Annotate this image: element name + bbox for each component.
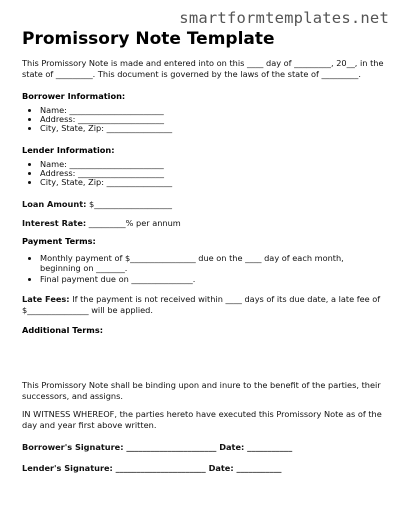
binding-paragraph: This Promissory Note shall be binding upon and inure to the benefit of the parties, their successors, and assigns. xyxy=(22,380,381,401)
borrower-name-field: • Name: _______________________ xyxy=(40,106,384,115)
additional-terms-line: _________________________________________________ xyxy=(22,343,223,352)
lender-section xyxy=(22,145,384,187)
late-fees-paragraph xyxy=(22,294,384,315)
intro-paragraph: This Promissory Note is made and entered into on this ____ day of _________, 20__, in the state of _________. This document is governed by the laws of the state of _________. xyxy=(22,58,384,79)
promissory-note-document xyxy=(22,28,384,473)
lender-heading: Lender Information: xyxy=(22,145,115,156)
monthly-payment-item: • Monthly payment of $________________ due on the ____ day of each month, beginning on _______. xyxy=(40,253,384,274)
late-fees-text: If the payment is not received within ____ days of its due date, a late fee of $_______________ will be applied. xyxy=(22,294,381,315)
payment-terms-section xyxy=(22,236,384,284)
interest-rate-label: Interest Rate: xyxy=(22,217,87,228)
document-title: Promissory Note Template xyxy=(22,29,275,49)
additional-terms-lines xyxy=(22,344,384,369)
lender-signature-line: Lender's Signature: ______________________ Date: ___________ xyxy=(22,462,282,473)
loan-amount-line xyxy=(22,199,384,210)
final-payment-item: • Final payment due on _______________. xyxy=(40,274,384,285)
lender-fields-list xyxy=(22,160,384,188)
additional-terms-section xyxy=(22,325,384,368)
lender-address-field: • Address: _____________________ xyxy=(40,169,384,178)
site-watermark: smartformtemplates.net xyxy=(179,9,389,27)
witness-paragraph: IN WITNESS WHEREOF, the parties hereto have executed this Promissory Note as of the day and year first above written. xyxy=(22,409,382,430)
interest-rate-value: _________% per annum xyxy=(88,217,181,228)
lender-city-state-zip-field: • City, State, Zip: ________________ xyxy=(40,178,384,187)
payment-terms-heading: Payment Terms: xyxy=(22,236,96,247)
lender-name-field: • Name: _______________________ xyxy=(40,160,384,169)
interest-rate-line xyxy=(22,218,384,229)
borrower-fields-list xyxy=(22,106,384,134)
loan-amount-value: $___________________ xyxy=(89,199,172,210)
borrower-address-field: • Address: _____________________ xyxy=(40,115,384,124)
late-fees-label: Late Fees: xyxy=(22,294,70,305)
borrower-heading: Borrower Information: xyxy=(22,91,126,101)
borrower-city-state-zip-field: • City, State, Zip: ________________ xyxy=(40,124,384,133)
borrower-section xyxy=(22,91,384,133)
loan-amount-label: Loan Amount: xyxy=(22,199,87,210)
additional-terms-heading: Additional Terms: xyxy=(22,325,103,336)
additional-terms-line: _________________________________________________ xyxy=(22,351,223,361)
payment-terms-list xyxy=(22,253,384,285)
additional-terms-line: _________________________________________________ xyxy=(22,360,223,369)
borrower-signature-line: Borrower's Signature: ______________________ Date: ___________ xyxy=(22,442,293,453)
